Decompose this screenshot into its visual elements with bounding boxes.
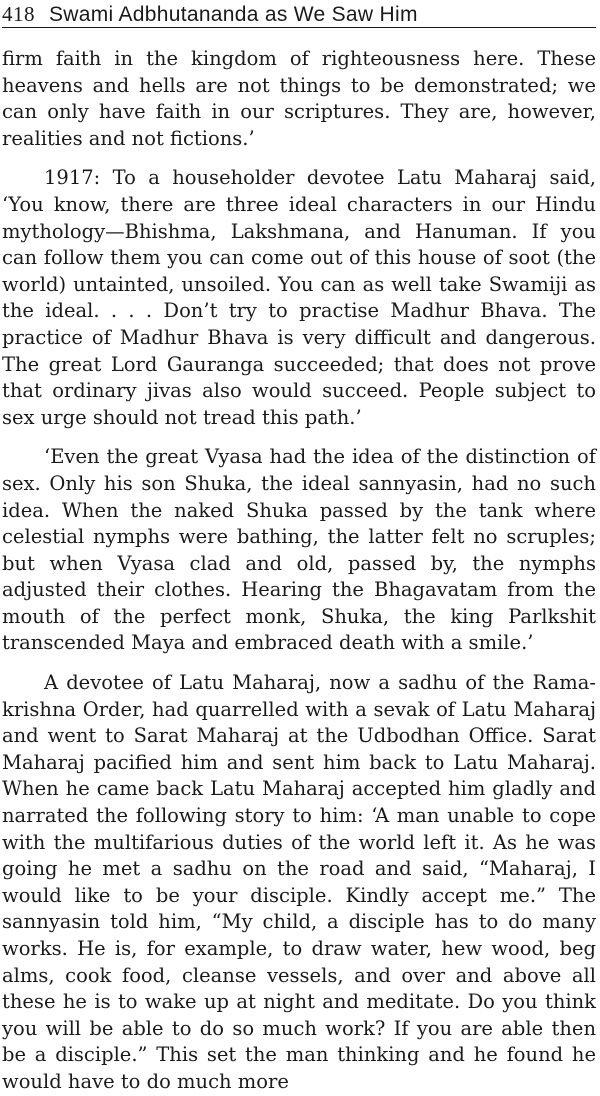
paragraph-vyasa-shuka: ‘Even the great Vyasa had the idea of the distinction of sex. Only his son Shuka, the ideal sannyasin, had no such idea. When the naked Shuka passed by the tank where celestial nymphs were bathing, the latter felt no scruples; but when Vyasa clad and old, passed by, the nymphs adjusted their clothes. Hearing the Bhagavatam from the mouth of the perfect monk, Shuka, the king Parlkshit transcended Maya and embraced death with a smile.’ (2, 445, 596, 655)
body-text (2, 46, 596, 1096)
running-header (2, 0, 596, 28)
paragraph-devotee-story: A devotee of Latu Maharaj, now a sadhu of the Ramakrishna Order, had quarrelled with a sevak of Latu Maharaj and went to Sarat Maharaj at the Udbodhan Office. Sarat Maharaj pacified him and sent him back to Latu Maharaj. When he came back Latu Maharaj accepted him gladly and narrated the following story to him: ‘A man unable to cope with the multifarious duties of the world left it. As he was going he met a sadhu on the road and said, “Maharaj, I would like to be your disciple. Kindly accept me.” The sannyasin told him, “My child, a disciple has to do many works. He is, for example, to draw water, hew wood, beg alms, cook food, cleanse vessels, and over and above all these he is to wake up at night and meditate. Do you think you will be able to do so much work? If you are able then be a disciple.” This set the man thinking and he found he would have to do much more (2, 671, 596, 1093)
running-title: Swami Adbhutananda as We Saw Him (49, 3, 418, 26)
paragraph-continued: firm faith in the kingdom of righteousness here. These heavens and hells are not things to be demonstrated; we can only have faith in our scriptures. They are, however, realities and not fictions.’ (2, 47, 596, 150)
paragraph-1917-latu-maharaj: 1917: To a householder devotee Latu Maharaj said, ‘You know, there are three ideal characters in our Hindu mythology—Bhishma, Lakshmana, and Hanuman. If you can follow them you can come out of this house of soot (the world) untainted, unsoiled. You can as well take Swamiji as the ideal. . . . Don’t try to practise Madhur Bhava. The practice of Madhur Bhava is very difficult and dangerous. The great Lord Gauranga succeeded; that does not prove that ordinary jivas also would succeed. People subject to sex urge should not tread this path.’ (2, 166, 596, 429)
page-number: 418 (2, 2, 35, 26)
